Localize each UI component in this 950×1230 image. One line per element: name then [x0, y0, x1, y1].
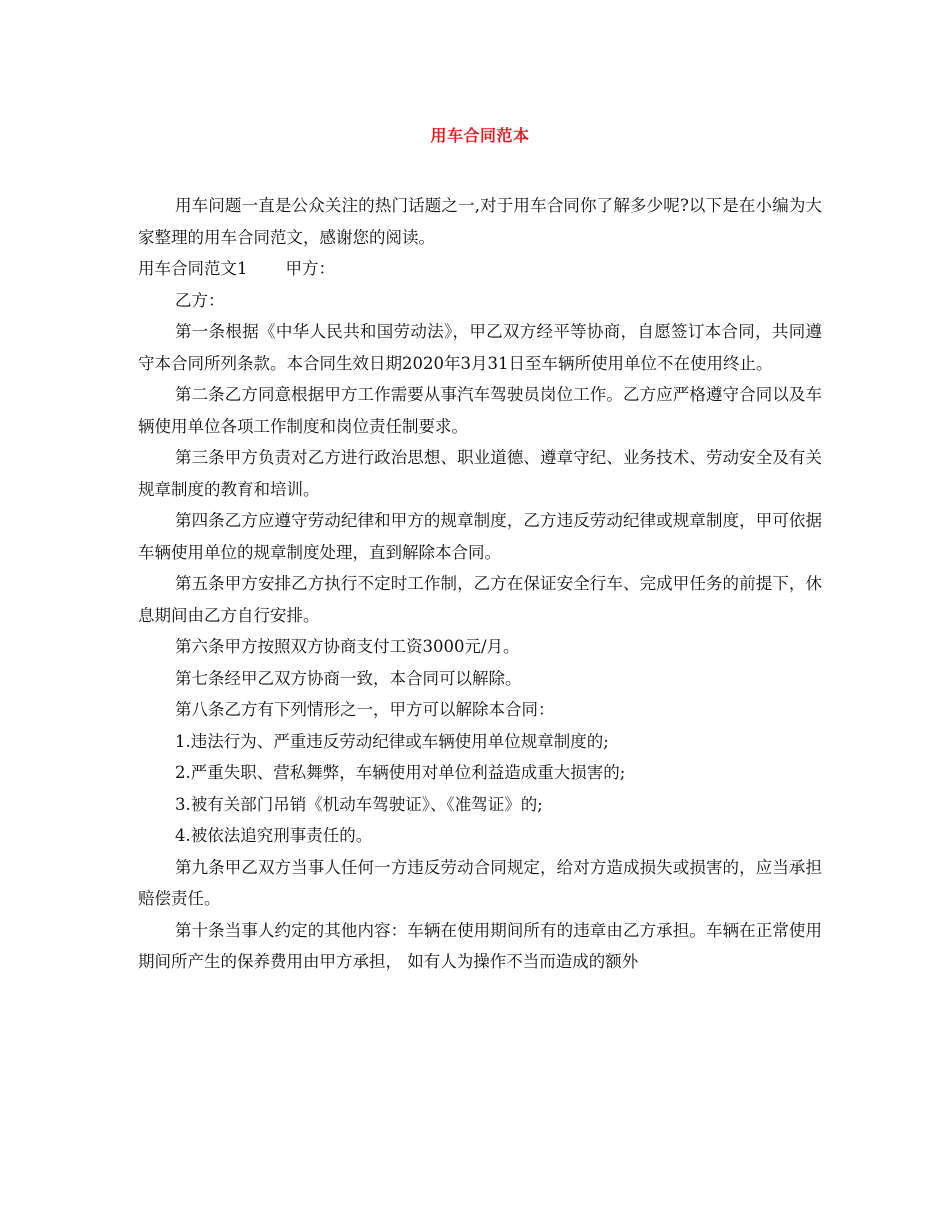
sample-heading-row: [138, 253, 822, 285]
clause-2: 第二条乙方同意根据甲方工作需要从事汽车驾驶员岗位工作。乙方应严格遵守合同以及车辆使用单位各项工作制度和岗位责任制要求。: [138, 385, 822, 436]
clause-1: 第一条根据《中华人民共和国劳动法》，甲乙双方经平等协商，自愿签订本合同，共同遵守本合同所列条款。本合同生效日期2020年3月31日至车辆所使用单位不在使用终止。: [138, 322, 822, 373]
document-body: [138, 190, 822, 978]
party-a-label: 甲方：: [285, 259, 335, 278]
sample-heading: 用车合同范文1: [138, 259, 248, 278]
clause-8-item-1: 1.违法行为、严重违反劳动纪律或车辆使用单位规章制度的;: [175, 731, 609, 751]
clause-4: 第四条乙方应遵守劳动纪律和甲方的规章制度，乙方违反劳动纪律或规章制度，甲可依据车辆使用单位的规章制度处理，直到解除本合同。: [138, 511, 822, 562]
clause-3: 第三条甲方负责对乙方进行政治思想、职业道德、遵章守纪、业务技术、劳动安全及有关规章制度的教育和培训。: [138, 448, 822, 499]
clause-5: 第五条甲方安排乙方执行不定时工作制，乙方在保证安全行车、完成甲任务的前提下，休息期间由乙方自行安排。: [138, 574, 822, 625]
clause-8-item-4: 4.被依法追究刑事责任的。: [175, 826, 373, 845]
clause-7: 第七条经甲乙双方协商一致，本合同可以解除。: [175, 668, 522, 688]
intro-paragraph: 用车问题一直是公众关注的热门话题之一,对于用车合同你了解多少呢?以下是在小编为大家整理的用车合同范文，感谢您的阅读。: [138, 196, 822, 247]
clause-6: 第六条甲方按照双方协商支付工资3000元/月。: [175, 637, 520, 656]
clause-10: 第十条当事人约定的其他内容：车辆在使用期间所有的违章由乙方承担。车辆在正常使用期间所产生的保养费用由甲方承担， 如有人为操作不当而造成的额外: [138, 920, 822, 971]
clause-9: 第九条甲乙双方当事人任何一方违反劳动合同规定，给对方造成损失或损害的，应当承担赔偿责任。: [138, 857, 822, 908]
clause-8: 第八条乙方有下列情形之一，甲方可以解除本合同：: [175, 700, 555, 719]
clause-8-item-2: 2.严重失职、营私舞弊，车辆使用对单位利益造成重大损害的;: [175, 763, 626, 782]
clause-8-item-3: 3.被有关部门吊销《机动车驾驶证》、《准驾证》的;: [175, 794, 543, 814]
party-b-label: 乙方：: [175, 290, 225, 310]
document-title: 用车合同范本: [430, 126, 530, 145]
